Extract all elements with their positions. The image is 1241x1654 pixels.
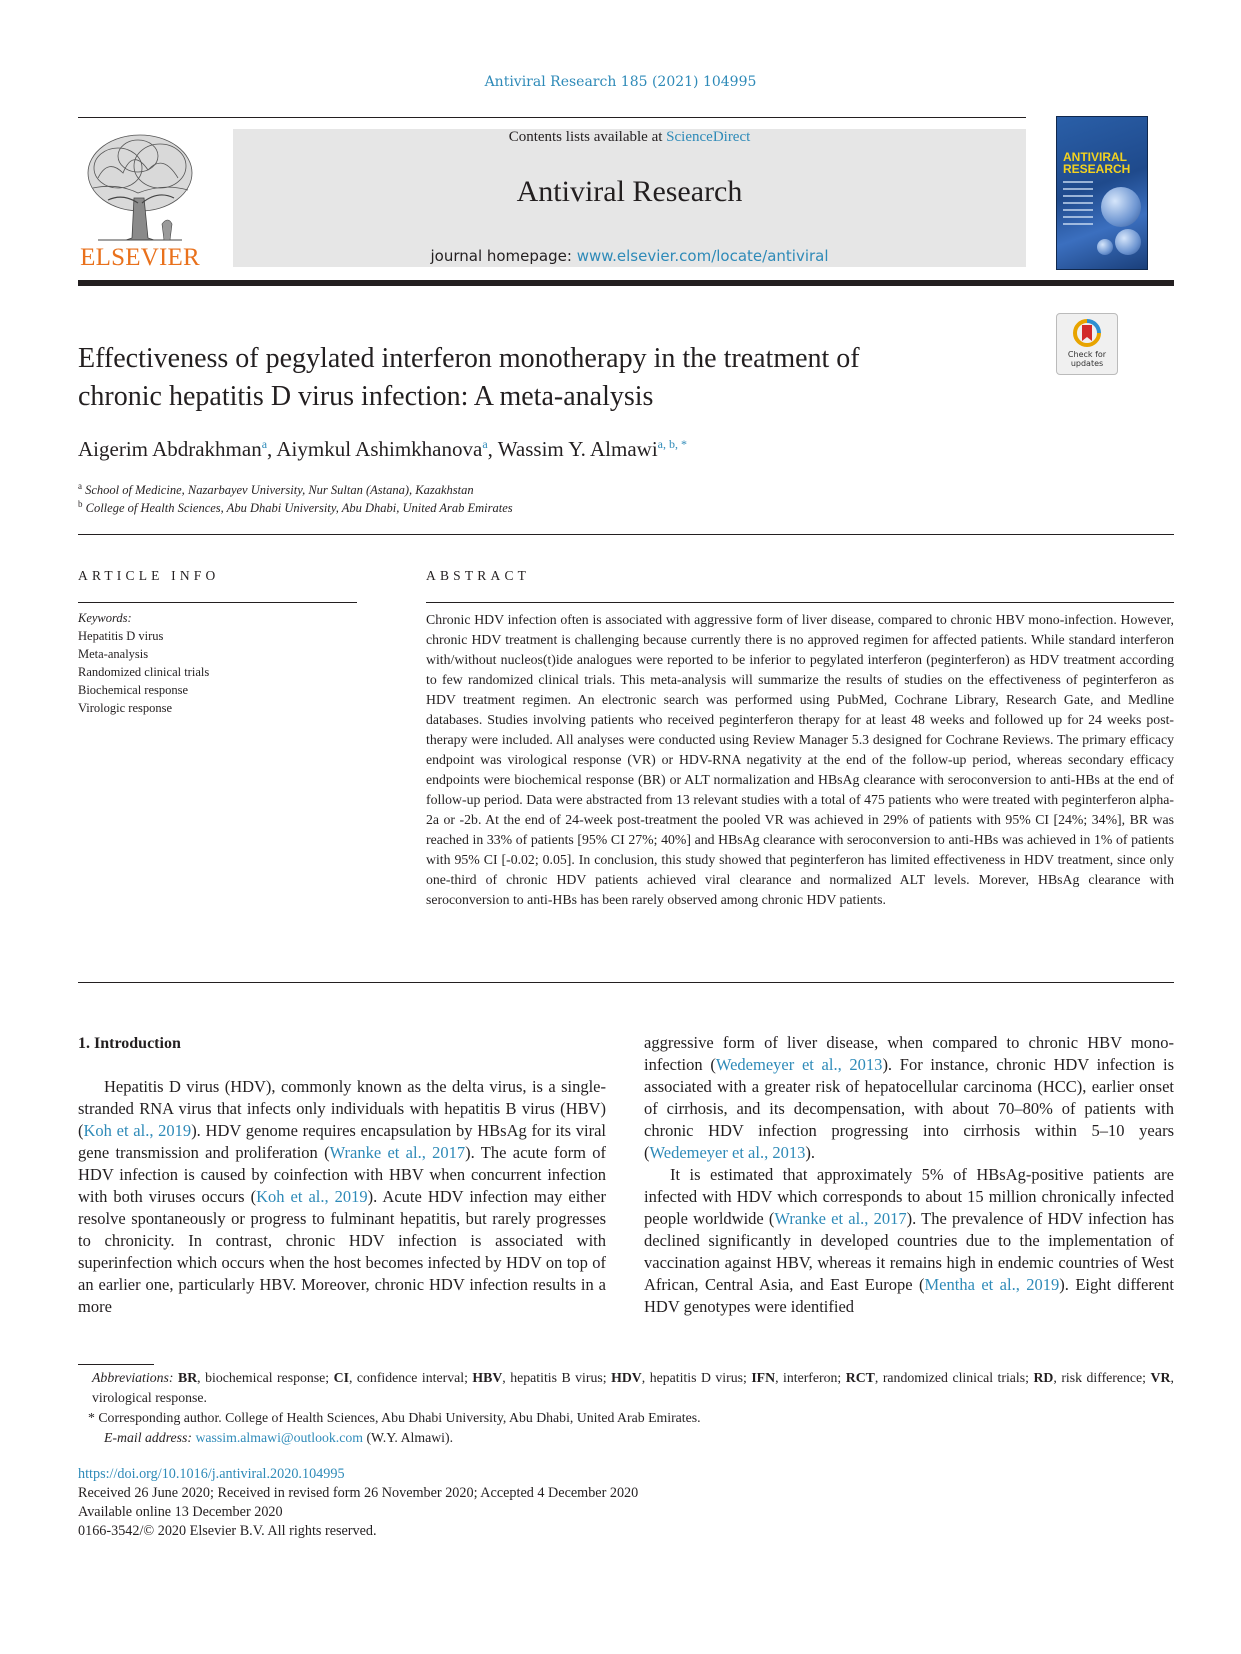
abbreviations-footnote: Abbreviations: BR, biochemical response; CI, confidence interval; HBV, hepatitis B virus; HDV, hepatitis D virus; IFN, interferon; RCT, randomized clinical trials; RD, risk difference; VR, virological response. <box>92 1370 1174 1405</box>
keyword-item: Biochemical response <box>78 683 189 697</box>
sciencedirect-link[interactable]: ScienceDirect <box>666 129 751 145</box>
contents-prefix: Contents lists available at <box>508 129 667 145</box>
citation-link[interactable]: Wranke et al., 2017 <box>774 1209 907 1228</box>
abbreviations-label: Abbreviations: <box>92 1370 174 1385</box>
intro-paragraph-1-continued: aggressive form of liver disease, when compared to chronic HBV mono-infection (Wedemeyer et al., 2013). For instance, chronic HDV infection is associated with a greater risk of hepatocellular carcinoma (HCC), earlier onset of cirrhosis, and its decompensation, with about 70–80% of patients with chronic HDV infection progressing into cirrhosis within 5–10 years (Wedemeyer et al., 2013). <box>644 1033 1174 1162</box>
check-for-updates-label: Check for updates <box>1067 350 1107 368</box>
citation-link[interactable]: Wranke et al., 2017 <box>329 1143 466 1162</box>
citation-link[interactable]: Wedemeyer et al., 2013 <box>649 1143 806 1162</box>
author-list: Aigerim Abdrakhman$^a$, Aiymkul Ashimkhanova$^a$, Wassim Y. Almawi$^{a, b, *}$ <box>78 437 687 461</box>
article-info-rule <box>78 602 357 603</box>
corresponding-author-note: * Corresponding author. College of Health Sciences, Abu Dhabi University, Abu Dhabi, United Arab Emirates. <box>88 1410 701 1425</box>
section-heading-introduction: 1. Introduction <box>78 1035 181 1052</box>
copyright-line: 0166-3542/© 2020 Elsevier B.V. All rights reserved. <box>78 1523 377 1539</box>
author-name[interactable]: Wassim Y. Almawi <box>497 437 658 461</box>
cover-virus-graphic-tiny <box>1097 239 1113 255</box>
keyword-item: Meta-analysis <box>78 647 149 661</box>
author-name[interactable]: Aiymkul Ashimkhanova <box>276 437 483 461</box>
cover-title: ANTIVIRAL RESEARCH <box>1063 150 1131 176</box>
abstract-bottom-rule <box>78 982 1174 983</box>
citation-link[interactable]: Koh et al., 2019 <box>256 1187 368 1206</box>
body-column-right <box>644 1032 1174 1318</box>
received-dates: Received 26 June 2020; Received in revised form 26 November 2020; Accepted 4 December 2020 <box>78 1485 639 1501</box>
email-link[interactable]: wassim.almawi@outlook.com <box>195 1430 363 1445</box>
running-head[interactable]: Antiviral Research 185 (2021) 104995 <box>484 74 757 90</box>
top-rule <box>78 117 1026 118</box>
affiliation-a: $^a$ School of Medicine, Nazarbayev University, Nur Sultan (Astana), Kazakhstan <box>78 481 474 498</box>
check-for-updates-icon <box>1073 319 1101 349</box>
citation-link[interactable]: Mentha et al., 2019 <box>924 1275 1060 1294</box>
author-name[interactable]: Aigerim Abdrakhman <box>78 437 262 461</box>
author-affil-mark[interactable]: a, b, * <box>657 437 687 451</box>
abstract-text: Chronic HDV infection often is associated with aggressive form of liver disease, compared to chronic HBV mono-infection. However, chronic HDV treatment is challenging because currently there is no approved regimen for affected patients. While standard interferon with/without nucleos(t)ide analogues were reported to be inferior to pegylated interferon (peginterferon) as HDV treatment according to few randomized clinical trials. This meta-analysis will summarize the results of studies on the effectiveness of peginterferon as HDV treatment regimen. An electronic search was performed using PubMed, Cochrane Library, Research Gate, and Medline databases. Studies involving patients who received peginterferon therapy for at least 48 weeks and followed up for 24 weeks post-therapy were included. All analyses were conducted using Review Manager 5.3 designed for Cochrane Reviews. The primary efficacy endpoint was virological response (VR) or HDV-RNA negativity at the end of the follow-up period, whereas secondary efficacy endpoints were biochemical response (BR) or ALT normalization and HBsAg clearance with seroconversion to anti-HBs at the end of follow-up period. Data were abstracted from 13 relevant studies with a total of 475 patients who were treated with peginterferon alpha-2a or -2b. At the end of 24-week post-treatment the pooled VR was achieved in 29% of patients with 95% CI [24%; 34%], BR was reached in 33% of patients [95% CI 27%; 40%] and HBsAg clearance with seroconversion to anti-HBs was achieved in 1% of patients with 95% CI [-0.02; 0.05]. In conclusion, this study showed that peginterferon has limited effectiveness in HDV treatment, since only one-third of chronic HDV patients achieved viral clearance and normalized ALT levels. Morever, HBsAg clearance with seroconversion to anti-HBs has been rarely observed among chronic HDV patients. <box>426 612 1174 907</box>
citation-link[interactable]: Koh et al., 2019 <box>83 1121 192 1140</box>
author-affil-mark[interactable]: a <box>482 437 488 451</box>
citation-link[interactable]: Wedemeyer et al., 2013 <box>715 1055 883 1074</box>
author-affil-mark[interactable]: a <box>261 437 268 451</box>
affiliation-b: $^b$ College of Health Sciences, Abu Dhabi University, Abu Dhabi, United Arab Emirates <box>78 499 513 516</box>
journal-cover-image[interactable] <box>1056 116 1148 270</box>
affiliation-rule <box>78 534 1174 535</box>
cover-virus-graphic-small <box>1115 229 1141 255</box>
body-column-left <box>78 1076 606 1318</box>
intro-paragraph-2: It is estimated that approximately 5% of HBsAg-positive patients are infected with HDV which corresponds to about 15 million chronically infected people worldwide (Wranke et al., 2017). The prevalence of HDV infection has declined significantly in developed countries due to the implementation of vaccination against HBV, whereas it remains high in endemic countries of West African, Central Asia, and East Europe (Mentha et al., 2019). Eight different HDV genotypes were identified <box>644 1165 1174 1316</box>
homepage-prefix: journal homepage: <box>430 247 577 265</box>
article-info-heading: ARTICLE INFO <box>78 568 220 583</box>
cover-virus-graphic <box>1101 187 1141 227</box>
homepage-link[interactable]: www.elsevier.com/locate/antiviral <box>576 247 829 265</box>
check-for-updates-button[interactable] <box>1056 313 1118 375</box>
footnote-rule <box>78 1364 154 1365</box>
keywords-label: Keywords: <box>78 611 132 625</box>
intro-paragraph-1: Hepatitis D virus (HDV), commonly known as the delta virus, is a single-stranded RNA virus that infects only individuals with hepatitis B virus (HBV) (Koh et al., 2019). HDV genome requires encapsulation by HBsAg for its viral gene transmission and proliferation (Wranke et al., 2017). The acute form of HDV infection is caused by coinfection with HBV when concurrent infection with both viruses occurs (Koh et al., 2019). Acute HDV infection may either resolve spontaneously or progress to fulminant hepatitis, but rarely progresses to chronicity. In contrast, chronic HDV infection is associated with superinfection which occurs when the host becomes infected by HDV on top of an earlier one, particularly HBV. Moreover, chronic HDV infection results in a more <box>78 1077 607 1316</box>
article-title: Effectiveness of pegylated interferon monotherapy in the treatment of chronic hepatitis D virus infection: A meta-analysis <box>78 343 860 412</box>
journal-homepage <box>233 247 1026 265</box>
doi-link[interactable]: https://doi.org/10.1016/j.antiviral.2020.104995 <box>78 1466 345 1482</box>
contents-line <box>233 129 1026 146</box>
elsevier-wordmark: ELSEVIER <box>80 244 200 271</box>
keyword-item: Hepatitis D virus <box>78 629 164 643</box>
journal-masthead <box>233 129 1026 267</box>
keyword-item: Randomized clinical trials <box>78 665 210 679</box>
header-thick-rule <box>78 280 1174 286</box>
abstract-rule <box>426 602 1174 603</box>
available-online-date: Available online 13 December 2020 <box>78 1504 283 1520</box>
cover-text-lines <box>1063 181 1093 230</box>
email-footnote: E-mail address: wassim.almawi@outlook.com (W.Y. Almawi). <box>104 1430 454 1445</box>
keyword-item: Virologic response <box>78 701 173 715</box>
journal-title: Antiviral Research <box>516 175 743 208</box>
abstract-heading: ABSTRACT <box>426 568 531 583</box>
